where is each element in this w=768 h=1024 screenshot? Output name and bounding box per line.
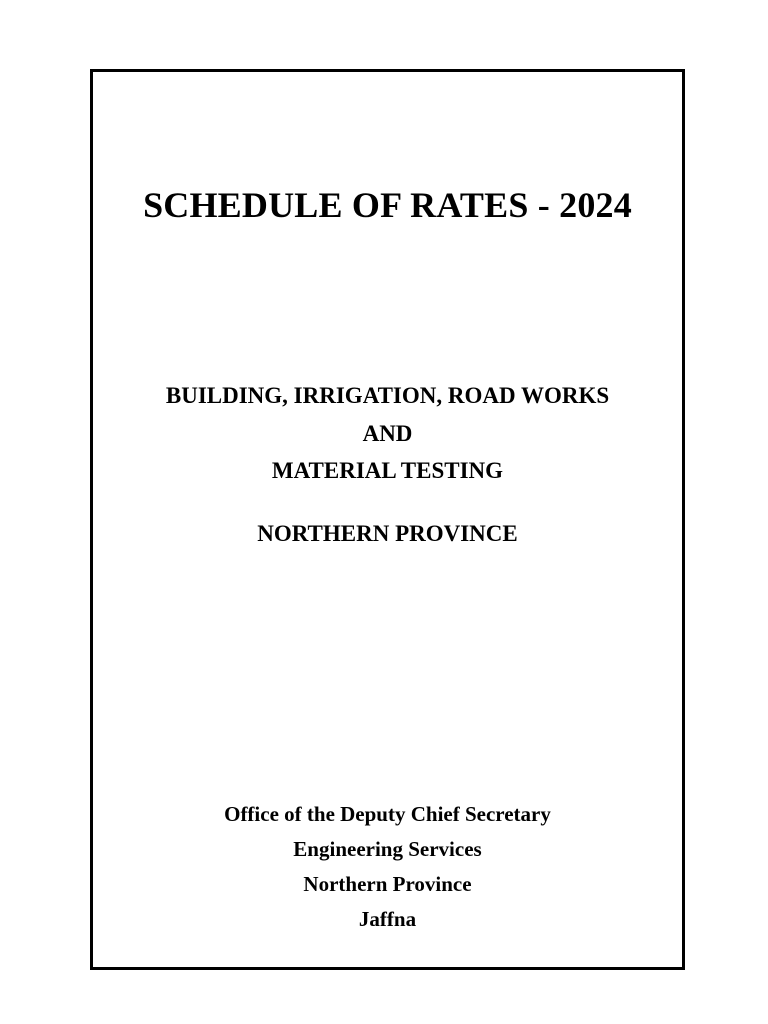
subtitle-line-and: AND — [362, 421, 413, 446]
office-line-northern-province: Northern Province — [303, 872, 472, 896]
office-line-jaffna: Jaffna — [358, 907, 417, 931]
subtitle-line-province: NORTHERN PROVINCE — [257, 521, 518, 546]
subtitle-line-material-testing: MATERIAL TESTING — [271, 458, 504, 483]
office-line-deputy-chief-secretary: Office of the Deputy Chief Secretary — [224, 802, 551, 826]
subtitle-line-works: BUILDING, IRRIGATION, ROAD WORKS — [165, 383, 610, 408]
cover-page-frame — [90, 69, 685, 970]
office-line-engineering-services: Engineering Services — [293, 837, 482, 861]
document-title: SCHEDULE OF RATES - 2024 — [143, 185, 632, 225]
